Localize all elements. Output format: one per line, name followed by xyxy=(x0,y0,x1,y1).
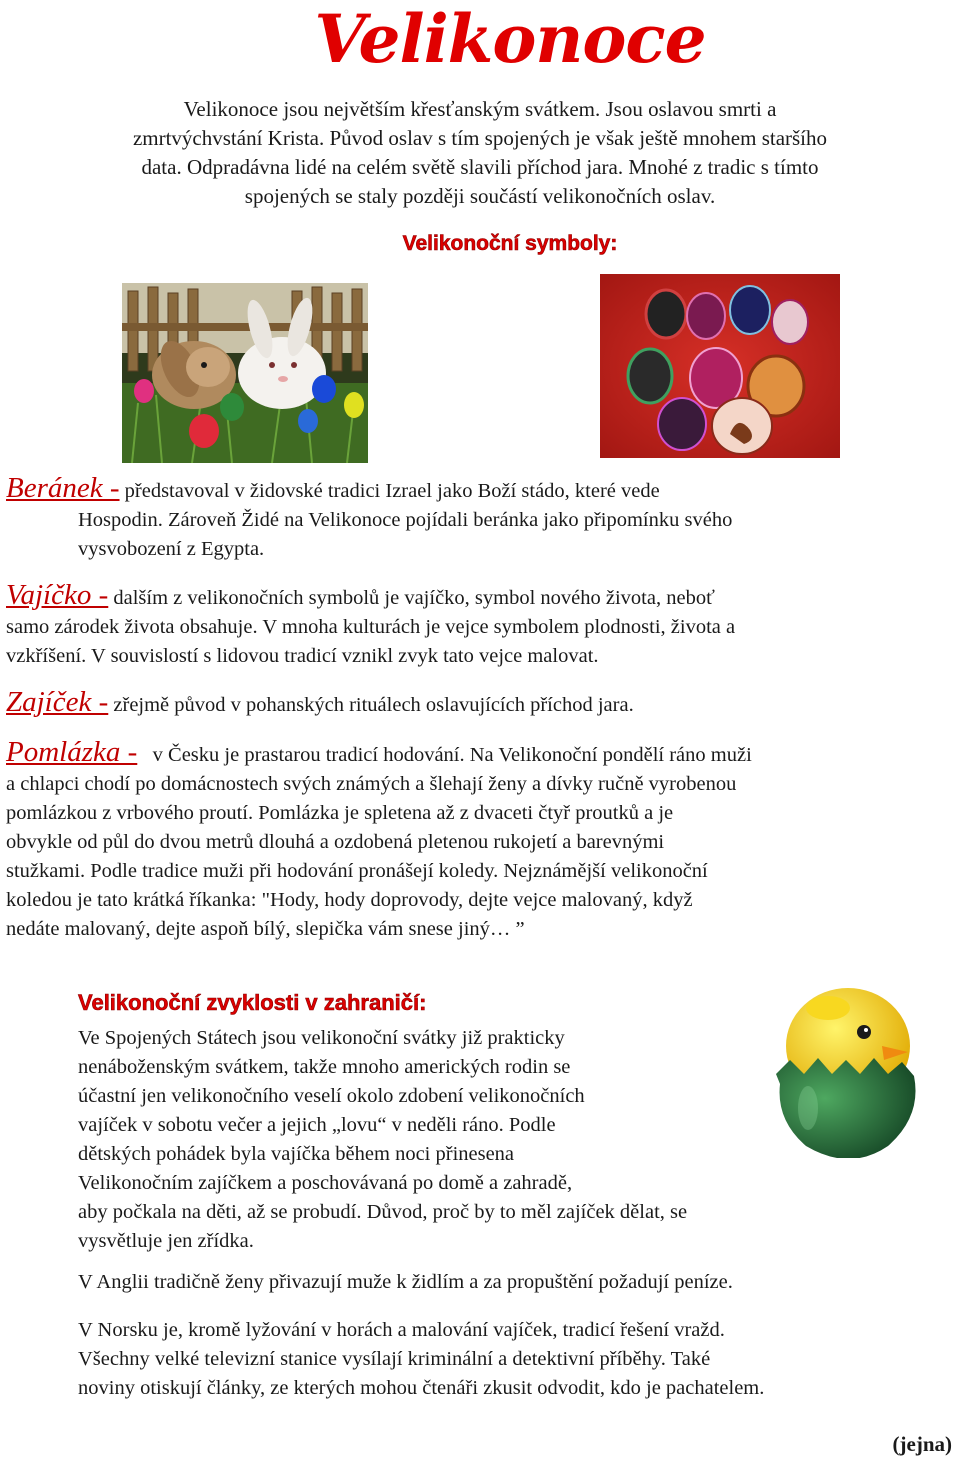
pomlazka-text: obvykle od půl do dvou metrů dlouhá a ozdobená pletenou rukojetí a barevnými xyxy=(6,831,665,853)
usa-text: dětských pohádek byla vajíčka během noci přinesena xyxy=(78,1143,515,1165)
zajicek-text: zřejmě původ v pohanských rituálech oslavujících příchod jara. xyxy=(108,694,634,716)
usa-text: vysvětluje jen zřídka. xyxy=(78,1230,254,1252)
pomlazka-text: koledou je tato krátká říkanka: "Hody, hody doprovody, dejte vejce malovaný, když xyxy=(6,889,693,911)
intro-line: spojených se staly později součástí velikonočních oslav. xyxy=(244,184,716,208)
abroad-heading: Velikonoční zvyklosti v zahraničí: xyxy=(78,990,427,1015)
vajicko-text: dalším z velikonočních symbolů je vajíčko, symbol nového života, neboť xyxy=(108,587,715,609)
usa-text: Velikonočním zajíčkem a poschovávaná po domě a zahradě, xyxy=(78,1172,573,1194)
pomlazka-text: pomlázkou z vrbového proutí. Pomlázka je spletena až z dvaceti čtyř proutků a je xyxy=(6,802,674,824)
vajicko-paragraph xyxy=(6,581,956,671)
vajicko-text: vzkříšení. V souvislostí s lidovou tradicí vznikl zvyk tato vejce malovat. xyxy=(6,645,599,667)
usa-text: Ve Spojených Státech jsou velikonoční svátky již prakticky xyxy=(78,1027,565,1049)
symbols-heading: Velikonoční symboly: xyxy=(402,232,618,255)
intro-line: data. Odpradávna lidé na celém světě slavili příchod jara. Mnohé z tradic s tímto xyxy=(141,155,819,179)
intro-paragraph xyxy=(100,95,860,211)
rabbits-image xyxy=(122,283,368,463)
usa-text: vajíček v sobotu večer a jejich „lovu“ v neděli ráno. Podle xyxy=(78,1114,556,1136)
painted-eggs-image xyxy=(600,274,840,458)
pomlazka-text: stužkami. Podle tradice muži při hodování pronášejí koledy. Nejznámější velikonoční xyxy=(6,860,708,882)
usa-text: aby počkala na děti, až se probudí. Důvod, proč by to měl zajíček dělat, se xyxy=(78,1201,688,1223)
beranek-text: Hospodin. Zároveň Židé na Velikonoce pojídali beránka jako připomínku svého xyxy=(78,509,733,531)
pomlazka-text: nedáte malovaný, dejte aspoň bílý, slepička vám snese jiný… ” xyxy=(6,918,525,940)
abroad-section xyxy=(78,1024,868,1403)
beranek-label: Beránek - xyxy=(6,472,120,504)
norway-text: Všechny velké televizní stanice vysílají kriminální a detektivní příběhy. Také xyxy=(78,1348,711,1370)
author-signature: (jejna) xyxy=(892,1432,952,1456)
intro-line: Velikonoce jsou největším křesťanským svátkem. Jsou oslavou smrti a xyxy=(183,97,777,121)
usa-text: nenáboženským svátkem, takže mnoho amerických rodin se xyxy=(78,1056,571,1078)
norway-paragraph xyxy=(78,1316,868,1403)
pomlazka-label: Pomlázka - xyxy=(6,736,138,768)
pomlazka-paragraph xyxy=(6,738,956,944)
vajicko-text: samo zárodek života obsahuje. V mnoha kulturách je vejce symbolem plodnosti, života a xyxy=(6,616,736,638)
intro-line: zmrtvýchvstání Krista. Původ oslav s tím spojených je však ještě mnohem staršího xyxy=(132,126,828,150)
norway-text: V Norsku je, kromě lyžování v horách a malování vajíček, tradicí řešení vražd. xyxy=(78,1319,725,1341)
usa-paragraph xyxy=(78,1024,868,1256)
beranek-text: představoval v židovské tradici Izrael jako Boží stádo, které vede xyxy=(119,480,660,502)
usa-text: účastní jen velikonočního veselí okolo zdobení velikonočních xyxy=(78,1085,585,1107)
england-text: V Anglii tradičně ženy přivazují muže k židlím a za propuštění požadují peníze. xyxy=(78,1271,733,1293)
norway-text: noviny otiskují články, ze kterých mohou čtenáři zkusit odvodit, kdo je pachatelem. xyxy=(78,1377,765,1399)
pomlazka-text: v Česku je prastarou tradicí hodování. Na Velikonoční pondělí ráno muži xyxy=(137,744,752,766)
vajicko-label: Vajíčko - xyxy=(6,579,109,611)
page-title: Velikonoce xyxy=(314,0,706,78)
zajicek-label: Zajíček - xyxy=(6,686,109,718)
pomlazka-text: a chlapci chodí po domácnostech svých známých a šlehají ženy a dívky ručně vyrobenou xyxy=(6,773,737,795)
beranek-paragraph xyxy=(6,474,956,564)
beranek-text: vysvobození z Egypta. xyxy=(78,538,265,560)
zajicek-paragraph xyxy=(6,688,956,720)
